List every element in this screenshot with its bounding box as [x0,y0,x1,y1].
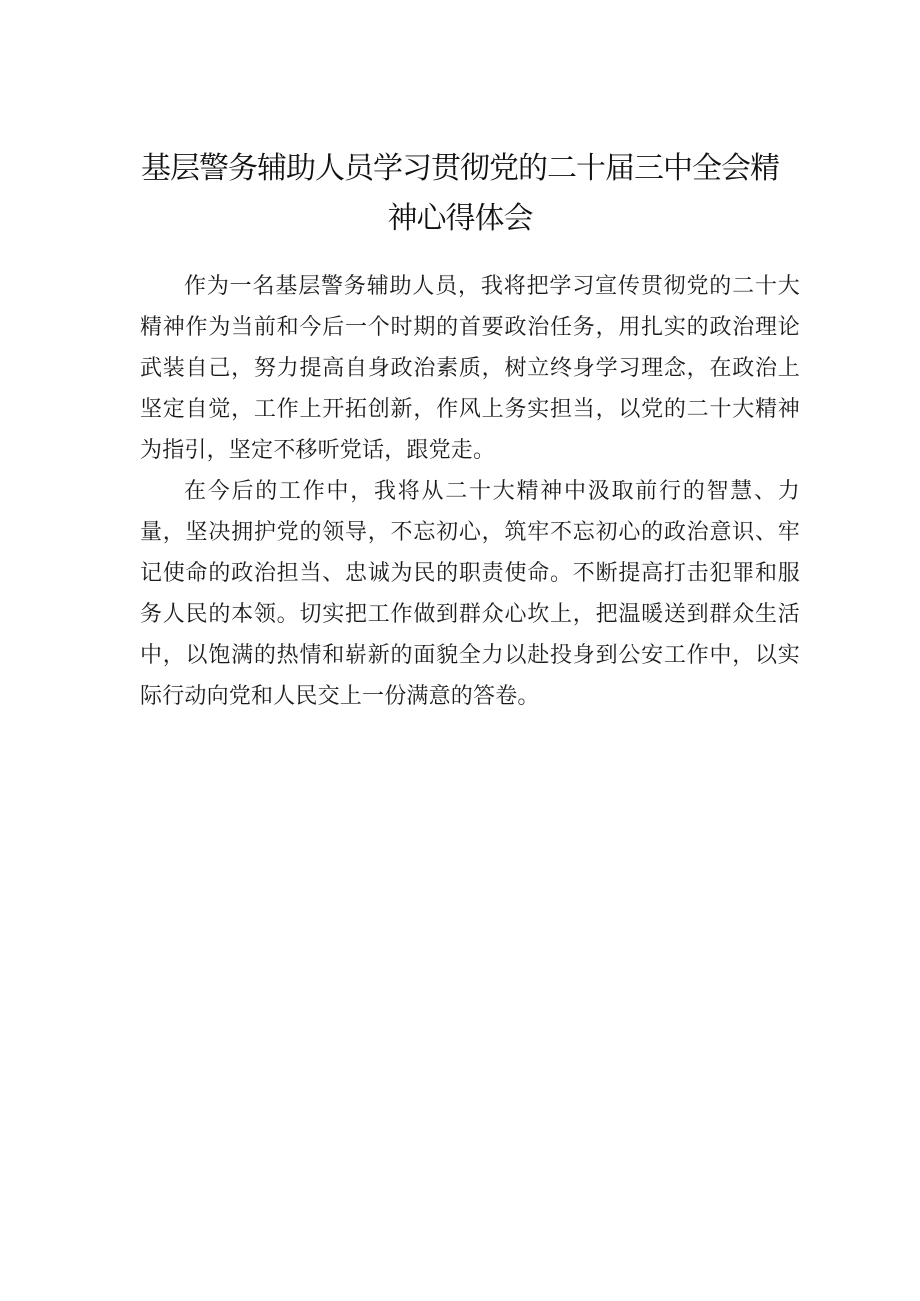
paragraph-1: 作为一名基层警务辅助人员，我将把学习宣传贯彻党的二十大精神作为当前和今后一个时期的首要政治任务，用扎实的政治理论武装自己，努力提高自身政治素质，树立终身学习理念，在政治上坚定自觉，工作上开拓创新，作风上务实担当，以党的二十大精神为指引，坚定不移听党话，跟党走。 [140,274,800,463]
document-body [140,266,800,717]
document-title: 基层警务辅助人员学习贯彻党的二十届三中全会精神心得体会 [141,151,779,236]
paragraph-2: 在今后的工作中，我将从二十大精神中汲取前行的智慧、力量，坚决拥护党的领导，不忘初心，筑牢不忘初心的政治意识、牢记使命的政治担当、忠诚为民的职责使命。不断提高打击犯罪和服务人民的本领。切实把工作做到群众心坎上，把温暖送到群众生活中，以饱满的热情和崭新的面貌全力以赴投身到公安工作中，以实际行动向党和人民交上一份满意的答卷。 [140,479,800,709]
